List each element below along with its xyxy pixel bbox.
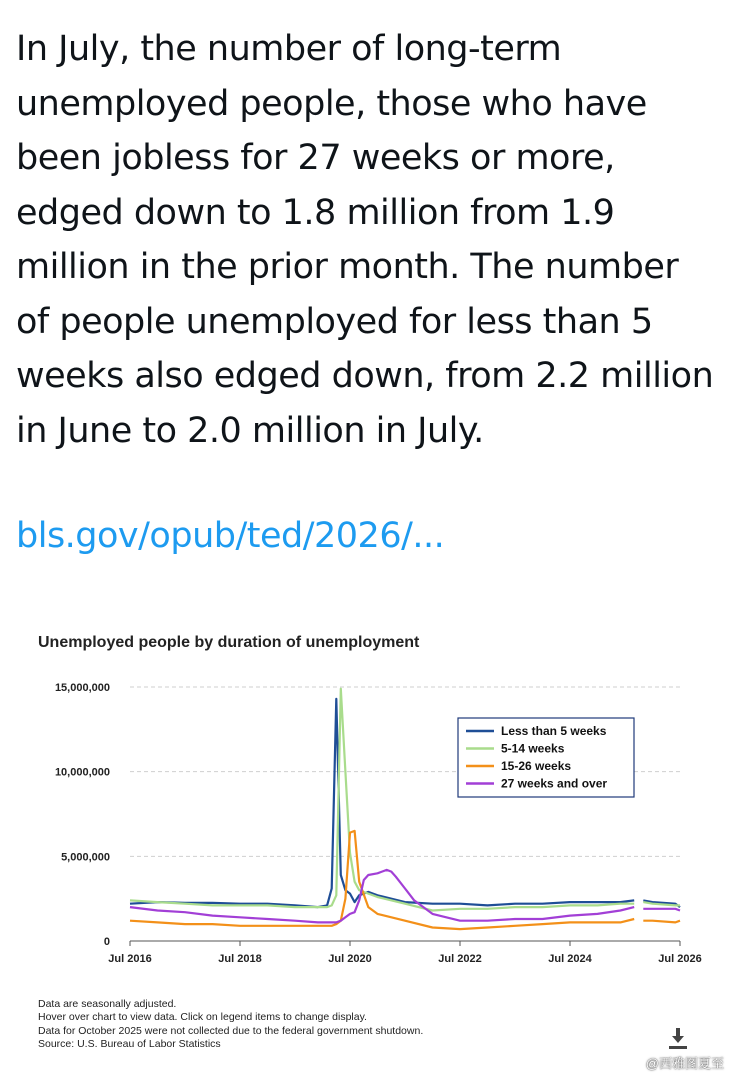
- line-chart[interactable]: [0, 612, 732, 992]
- tweet-link[interactable]: bls.gov/opub/ted/2026/...: [16, 516, 445, 556]
- chart-notes: [38, 998, 423, 1052]
- download-icon[interactable]: [668, 1028, 688, 1050]
- x-tick-label: Jul 2020: [328, 953, 372, 965]
- x-tick-label: Jul 2024: [548, 953, 592, 965]
- x-tick-label: Jul 2016: [108, 953, 152, 965]
- note-shutdown: Data for October 2025 were not collected due to the federal government shutdown.: [38, 1024, 424, 1037]
- y-tick-label: 5,000,000: [61, 851, 110, 864]
- legend-item[interactable]: 27 weeks and over: [501, 776, 608, 791]
- legend-item[interactable]: 5-14 weeks: [501, 741, 565, 756]
- y-tick-label: 15,000,000: [54, 682, 110, 694]
- chart-card: [0, 612, 732, 1080]
- watermark: @西雅图夏至: [645, 1056, 724, 1071]
- x-tick-label: Jul 2022: [438, 953, 482, 965]
- x-tick-label: Jul 2026: [658, 953, 702, 965]
- y-tick-label: 10,000,000: [54, 766, 110, 779]
- chart-title: Unemployed people by duration of unemployment: [38, 634, 420, 651]
- x-tick-label: Jul 2018: [218, 953, 262, 965]
- note-source: Source: U.S. Bureau of Labor Statistics: [38, 1038, 221, 1051]
- tweet-text: In July, the number of long-term unemployed people, those who have been jobless for 27 weeks or more, edged down to 1.8 million from 1.9 million in the prior month. The number of people unemployed for less than 5 weeks also edged down, from 2.2 million in June to 2.0 million in July.: [16, 29, 714, 451]
- series-line: [643, 921, 680, 923]
- series-line: [643, 909, 680, 911]
- legend-item[interactable]: 15-26 weeks: [501, 759, 572, 773]
- note-hover: Hover over chart to view data. Click on legend items to change display.: [38, 1011, 367, 1024]
- note-seasonal: Data are seasonally adjusted.: [38, 998, 177, 1010]
- y-tick-label: 0: [103, 936, 110, 948]
- legend-item[interactable]: Less than 5 weeks: [501, 724, 607, 738]
